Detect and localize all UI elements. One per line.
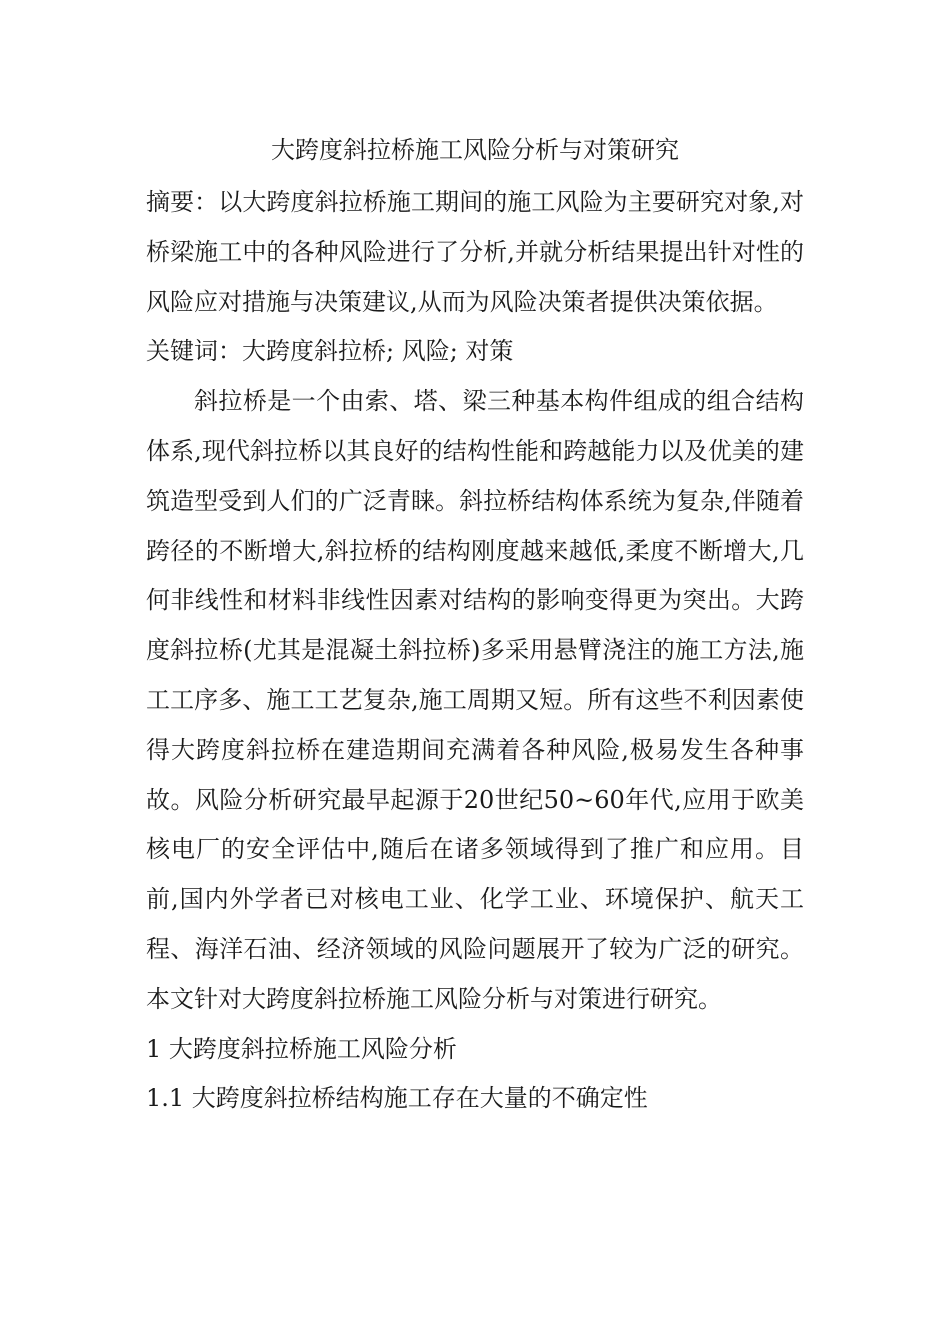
section-heading-1-1: 1.1 大跨度斜拉桥结构施工存在大量的不确定性: [146, 1084, 648, 1113]
document-title: 大跨度斜拉桥施工风险分析与对策研究: [271, 136, 679, 164]
document-page: [146, 128, 804, 1124]
section-heading-1: 1 大跨度斜拉桥施工风险分析: [146, 1034, 457, 1063]
abstract-paragraph: 摘要：以大跨度斜拉桥施工期间的施工风险为主要研究对象,对桥梁施工中的各种风险进行了分析,并就分析结果提出针对性的风险应对措施与决策建议,从而为风险决策者提供决策依据。: [146, 188, 804, 316]
keywords-line: 关键词：大跨度斜拉桥; 风险; 对策: [146, 337, 514, 366]
body-paragraph: 斜拉桥是一个由索、塔、梁三种基本构件组成的组合结构体系,现代斜拉桥以其良好的结构性能和跨越能力以及优美的建筑造型受到人们的广泛青睐。斜拉桥结构体系统为复杂,伴随着跨径的不断增大,斜拉桥的结构刚度越来越低,柔度不断增大,几何非线性和材料非线性因素对结构的影响变得更为突出。大跨度斜拉桥(尤其是混凝土斜拉桥)多采用悬臂浇注的施工方法,施工工序多、施工工艺复杂,施工周期又短。所有这些不利因素使得大跨度斜拉桥在建造期间充满着各种风险,极易发生各种事故。风险分析研究最早起源于20世纪50~60年代,应用于欧美核电厂的安全评估中,随后在诸多领域得到了推广和应用。目前,国内外学者已对核电工业、化学工业、环境保护、航天工程、海洋石油、经济领域的风险问题展开了较为广泛的研究。本文针对大跨度斜拉桥施工风险分析与对策进行研究。: [146, 387, 804, 1013]
